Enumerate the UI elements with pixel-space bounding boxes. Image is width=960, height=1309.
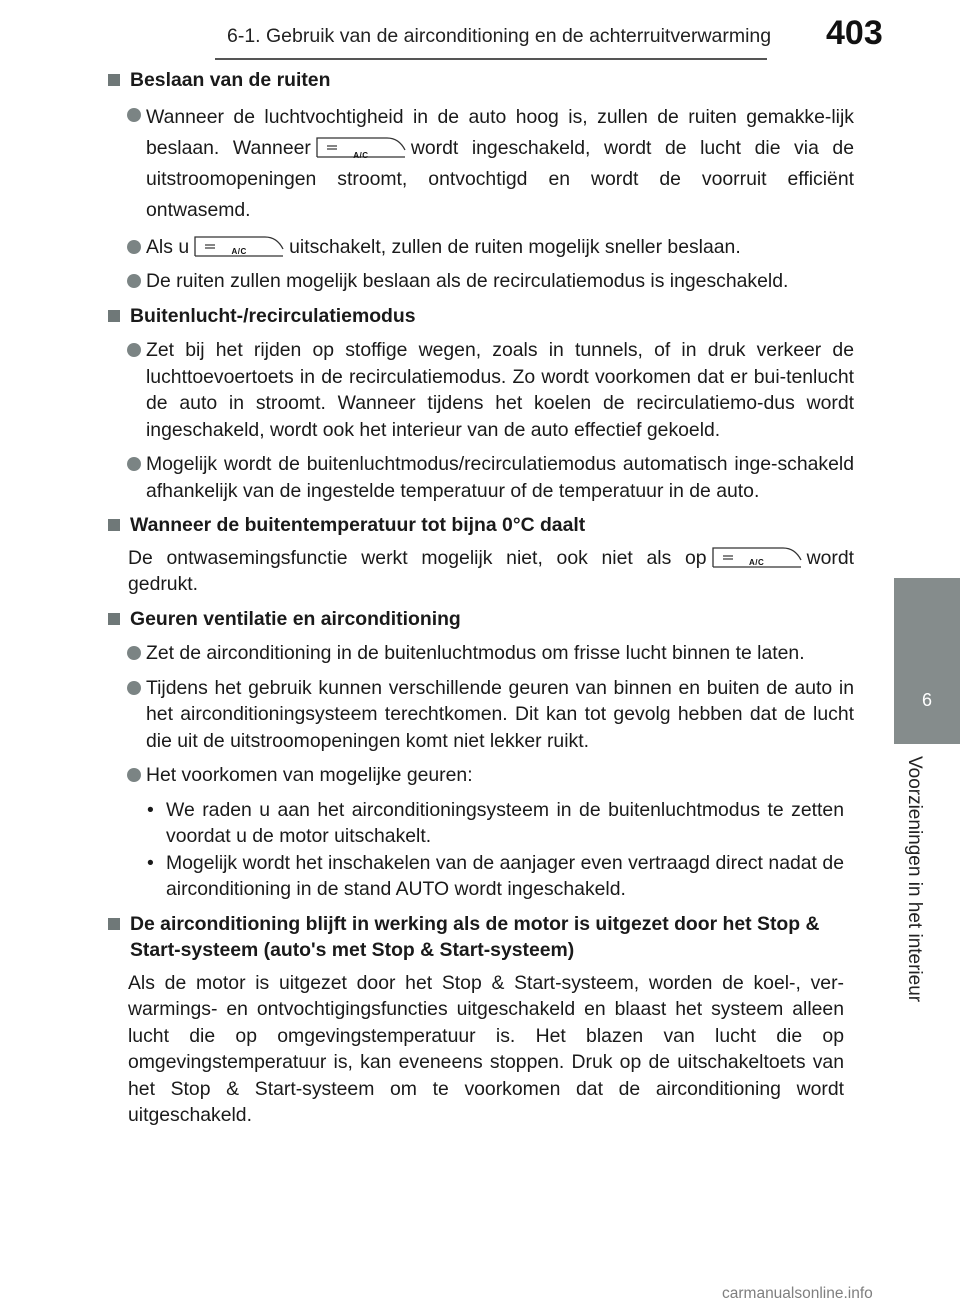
square-bullet-icon	[108, 613, 120, 625]
chapter-tab[interactable]	[894, 578, 960, 744]
sub-bullet: •	[147, 798, 154, 821]
ac-button-icon: A/C	[315, 135, 407, 159]
section-buitentemperatuur	[108, 512, 854, 598]
ac-button-icon: A/C	[711, 545, 803, 569]
sub-bullet: •	[147, 851, 154, 874]
page-content	[108, 62, 854, 1129]
section-stop-start	[108, 911, 854, 1129]
list-item: Wanneer de luchtvochtigheid in de auto hoog is, zullen de ruiten gemakke-lijk beslaan. Wanneer A/C wordt ingeschakeld, wordt de lucht die via de uitstroomopeningen stroomt, ontvochtigd en wordt de voorruit efficiënt ontwasemd.	[108, 102, 854, 226]
section-buitenlucht	[108, 303, 854, 505]
list-item: De ruiten zullen mogelijk beslaan als de recirculatiemodus is ingeschakeld.	[108, 268, 854, 295]
header-rule	[215, 58, 767, 60]
chapter-label: Voorzieningen in het interieur	[904, 756, 925, 1003]
list-item: Tijdens het gebruik kunnen verschillende geuren van binnen en buiten de auto in het airconditioningsysteem terechtkomen. Dit kan tot gevolg hebben dat de lucht die uit de uitstroomopeningen komt niet lekker ruikt.	[108, 675, 854, 755]
list-item: Mogelijk wordt de buitenluchtmodus/recirculatiemodus automatisch inge-schakeld afhankelijk van de ingestelde temperatuur of de temperatuur in de auto.	[108, 451, 854, 504]
bullet-dot-icon	[127, 108, 141, 122]
square-bullet-icon	[108, 310, 120, 322]
watermark: carmanualsonline.info	[722, 1285, 873, 1302]
bullet-dot-icon	[127, 457, 141, 471]
list-item: Zet de airconditioning in de buitenluchtmodus om frisse lucht binnen te laten.	[108, 640, 854, 667]
square-bullet-icon	[108, 519, 120, 531]
section-heading: Geuren ventilatie en airconditioning	[130, 607, 461, 630]
bullet-dot-icon	[127, 274, 141, 288]
section-heading: Wanneer de buitentemperatuur tot bijna 0°C daalt	[130, 514, 586, 536]
bullet-dot-icon	[127, 646, 141, 660]
section-heading: De airconditioning blijft in werking als de motor is uitgezet door het Stop & Start-systeem (auto's met Stop & Start-systeem)	[130, 912, 820, 961]
list-item: Zet bij het rijden op stoffige wegen, zoals in tunnels, of in druk verkeer de luchttoevoertoets in de recirculatiemodus. Zo wordt voorkomen dat er bui-tenlucht de auto in stroomt. Wanneer tijdens het koelen de recirculatiemo-dus wordt ingeschakeld, wordt ook het interieur van de auto effectief gekoeld.	[108, 337, 854, 443]
list-item: Het voorkomen van mogelijke geuren:	[108, 762, 854, 789]
page-header	[0, 0, 960, 62]
sub-list-item: • Mogelijk wordt het inschakelen van de aanjager even vertraagd direct nadat de airconditioning in de stand AUTO wordt ingeschakeld.	[147, 851, 844, 900]
paragraph: De ontwasemingsfunctie werkt mogelijk niet, ook niet als op A/C wordt gedrukt.	[128, 546, 854, 595]
list-item: Als u A/C uitschakelt, zullen de ruiten mogelijk sneller beslaan.	[108, 234, 854, 261]
ac-button-icon: A/C	[193, 234, 285, 258]
section-heading: Beslaan van de ruiten	[130, 69, 331, 91]
square-bullet-icon	[108, 74, 120, 86]
section-beslaan	[108, 67, 854, 295]
section-geuren	[108, 606, 854, 903]
sub-list-item: • We raden u aan het airconditioningsysteem in de buitenluchtmodus te zetten voordat u de motor uitschakelt.	[147, 798, 844, 847]
chapter-number: 6	[921, 690, 932, 710]
bullet-dot-icon	[127, 240, 141, 254]
section-heading: Buitenlucht-/recirculatiemodus	[130, 304, 416, 327]
bullet-dot-icon	[127, 681, 141, 695]
section-title: 6-1. Gebruik van de airconditioning en de achterruitverwarming	[227, 25, 772, 47]
square-bullet-icon	[108, 918, 120, 930]
sub-list	[108, 797, 854, 903]
bullet-dot-icon	[127, 768, 141, 782]
paragraph: Als de motor is uitgezet door het Stop & Start-systeem, worden de koel-, ver-warmings- en ontvochtigingsfuncties uitgeschakeld en blaast het systeem alleen lucht die op omgevingstemperatuur is. Het blazen van lucht die op omgevingstemperatuur is, kan eveneens stoppen. Druk op de uitschakeltoets van het Stop & Start-systeem om te voorkomen dat de airconditioning wordt uitgeschakeld.	[128, 971, 844, 1126]
page-number: 403	[826, 14, 883, 52]
bullet-dot-icon	[127, 343, 141, 357]
